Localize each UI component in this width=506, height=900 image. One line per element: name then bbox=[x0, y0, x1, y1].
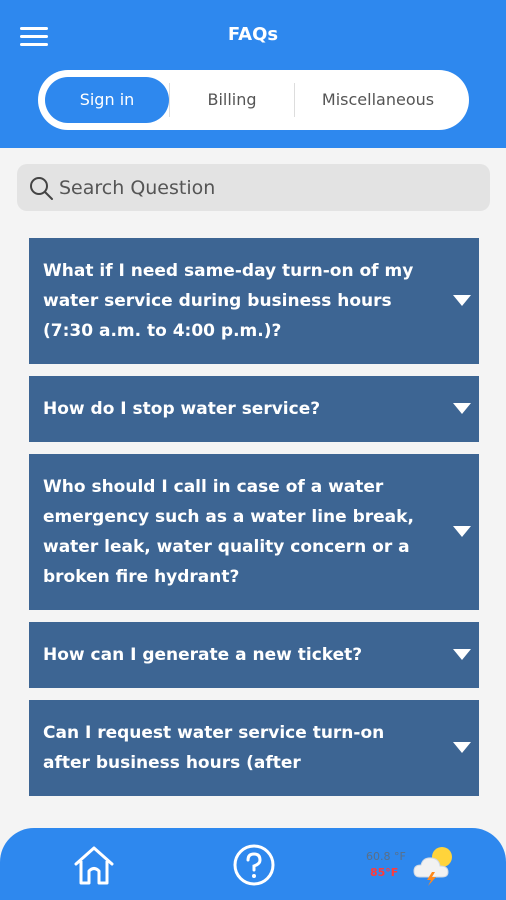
bottom-nav bbox=[0, 828, 506, 900]
chevron-down-icon bbox=[453, 742, 471, 753]
faq-item[interactable] bbox=[29, 238, 479, 364]
weather-widget[interactable] bbox=[360, 842, 460, 888]
help-icon[interactable] bbox=[232, 843, 276, 887]
faq-question: Who should I call in case of a water emergency such as a water line break, water leak, water quality concern or a broken fire hydrant? bbox=[43, 477, 414, 587]
weather-temp-secondary: 85°F bbox=[370, 866, 399, 879]
chevron-down-icon bbox=[453, 649, 471, 660]
faq-item[interactable] bbox=[29, 622, 479, 688]
search-icon bbox=[28, 175, 54, 201]
tab-sign-in[interactable]: Sign in bbox=[45, 77, 169, 123]
chevron-down-icon bbox=[453, 295, 471, 306]
tab-billing[interactable]: Billing bbox=[207, 90, 257, 109]
chevron-down-icon bbox=[453, 403, 471, 414]
cloud-sun-lightning-icon bbox=[412, 844, 458, 886]
chevron-down-icon bbox=[453, 526, 471, 537]
search-bar bbox=[17, 164, 490, 211]
search-input[interactable] bbox=[59, 164, 479, 211]
app-header bbox=[0, 0, 506, 148]
faq-question: How can I generate a new ticket? bbox=[43, 645, 363, 665]
tab-miscellaneous[interactable]: Miscellaneous bbox=[321, 90, 435, 109]
faq-list bbox=[29, 238, 479, 830]
faq-category-tabs bbox=[38, 70, 469, 130]
faq-item[interactable] bbox=[29, 700, 479, 796]
faq-item[interactable] bbox=[29, 454, 479, 610]
page-title: FAQs bbox=[227, 24, 279, 45]
home-icon[interactable] bbox=[72, 844, 116, 886]
weather-temp-primary: 60.8 °F bbox=[366, 850, 406, 863]
faq-question: Can I request water service turn-on after business hours (after bbox=[43, 723, 385, 773]
faq-item[interactable] bbox=[29, 376, 479, 442]
faq-question: What if I need same-day turn-on of my water service during business hours (7:30 a.m. to 4:00 p.m.)? bbox=[43, 261, 414, 341]
faq-question: How do I stop water service? bbox=[43, 399, 321, 419]
